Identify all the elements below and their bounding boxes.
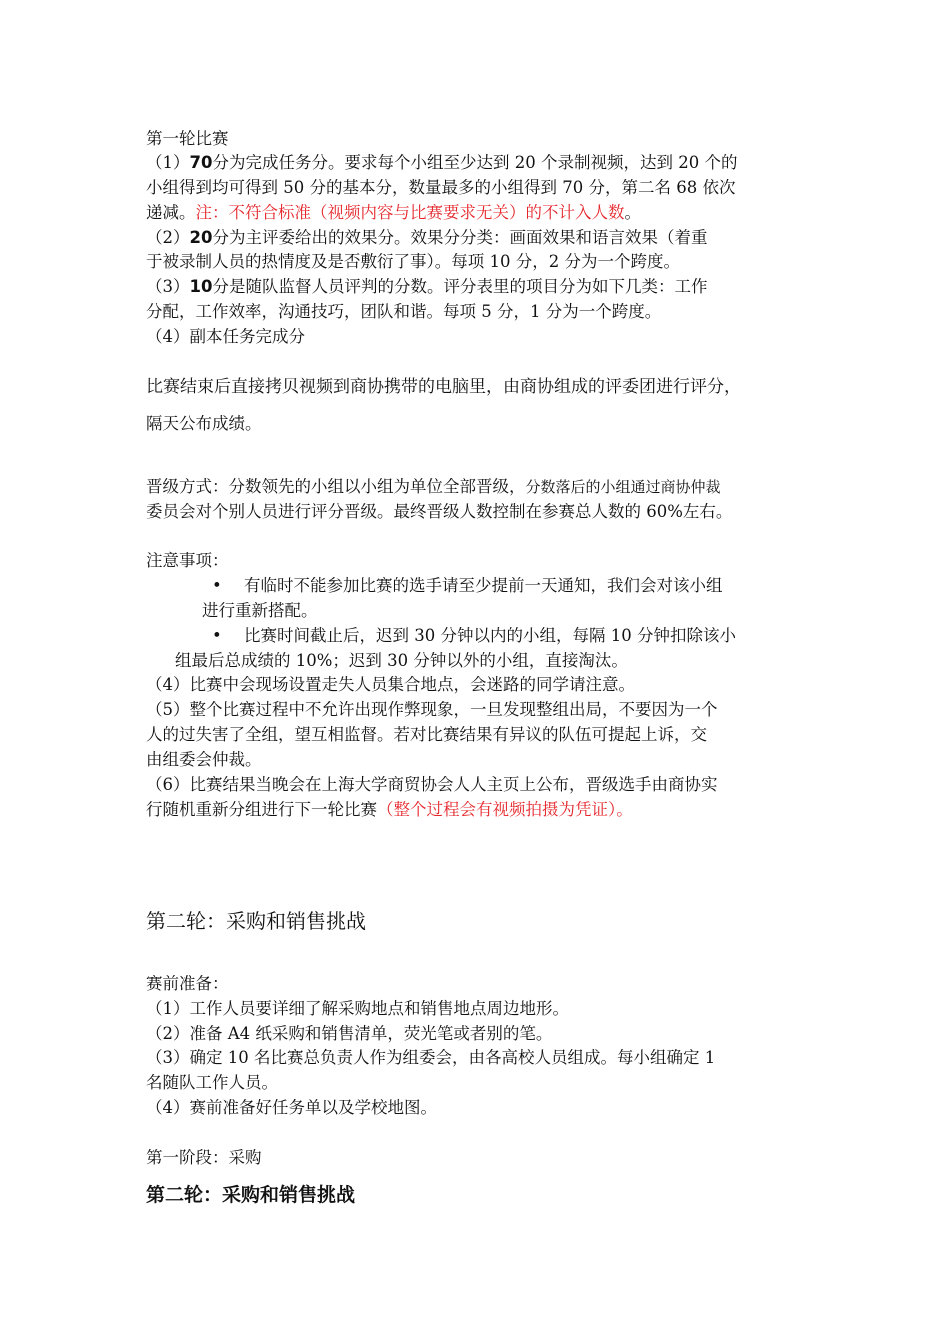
prep-item-1: （1）工作人员要详细了解采购地点和销售地点周边地形。	[146, 999, 569, 1018]
item3-prefix: （3）	[146, 277, 190, 296]
note5-line2: 人的过失害了全组，望互相监督。若对比赛结果有异议的队伍可提起上诉，交	[146, 725, 707, 744]
item3-bold-score: 10	[189, 277, 213, 296]
round1-title: 第一轮比赛	[146, 129, 229, 148]
item1-line2: 小组得到均可得到 50 分的基本分，数量最多的小组得到 70 分，第二名 68 依次	[146, 178, 736, 197]
after-match-line1: 比赛结束后直接拷贝视频到商协携带的电脑里，由商协组成的评委团进行评分，	[146, 377, 741, 397]
item1-text: 分为完成任务分。要求每个小组至少达到 20 个录制视频，达到 20 个的	[212, 153, 738, 172]
item1-line1	[146, 151, 737, 175]
bullet1-line1: 有临时不能参加比赛的选手请至少提前一天通知，我们会对该小组	[244, 576, 723, 595]
bullet2-line1: 比赛时间截止后，迟到 30 分钟以内的小组，每隔 10 分钟扣除该小	[244, 626, 736, 645]
notes-title: 注意事项：	[146, 551, 229, 570]
item1-line3	[146, 201, 641, 225]
note6-red-note: （整个过程会有视频拍摄为凭证）。	[377, 800, 633, 819]
prep-item-3-line1: （3）确定 10 名比赛总负责人作为组委会，由各高校人员组成。每小组确定 1	[146, 1048, 716, 1067]
prep-item-4: （4）赛前准备好任务单以及学校地图。	[146, 1098, 437, 1117]
promotion-text-b: 分数落后的小组通过商协仲裁	[525, 478, 721, 496]
prep-title: 赛前准备：	[146, 974, 229, 993]
round2-heading: 第二轮：采购和销售挑战	[146, 909, 366, 933]
promotion-text-a: 晋级方式：分数领先的小组以小组为单位全部晋级，	[146, 477, 526, 496]
bullet2-line2: 组最后总成绩的 10%；迟到 30 分钟以外的小组，直接淘汰。	[175, 651, 628, 670]
item2-line1	[146, 226, 707, 250]
item2-line2: 于被录制人员的热情度及是否敷衍了事）。每项 10 分，2 分为一个跨度。	[146, 252, 680, 271]
item1-line3-text: 递减。	[146, 203, 196, 222]
item2-prefix: （2）	[146, 228, 190, 247]
item1-prefix: （1）	[146, 153, 190, 172]
item3-text: 分是随队监督人员评判的分数。评分表里的项目分为如下几类：工作	[212, 277, 708, 296]
note4: （4）比赛中会现场设置走失人员集合地点，会迷路的同学请注意。	[146, 675, 635, 694]
after-match-line2: 隔天公布成绩。	[146, 414, 262, 433]
bullet-icon: •	[212, 576, 222, 595]
item3-line2: 分配，工作效率，沟通技巧，团队和谐。每项 5 分，1 分为一个跨度。	[146, 302, 662, 321]
note6-line1: （6）比赛结果当晚会在上海大学商贸协会人人主页上公布，晋级选手由商协实	[146, 775, 718, 794]
bullet1-line2: 进行重新搭配。	[202, 601, 318, 620]
round2-bold-heading: 第二轮：采购和销售挑战	[146, 1184, 356, 1206]
note5-line1: （5）整个比赛过程中不允许出现作弊现象，一旦发现整组出局，不要因为一个	[146, 700, 718, 719]
item1-line3-end: 。	[624, 203, 641, 222]
promotion-line2: 委员会对个别人员进行评分晋级。最终晋级人数控制在参赛总人数的 60%左右。	[146, 502, 733, 521]
item2-text: 分为主评委给出的效果分。效果分分类：画面效果和语言效果（着重	[212, 228, 708, 247]
item4: （4）副本任务完成分	[146, 327, 305, 346]
prep-item-2: （2）准备 A4 纸采购和销售清单，荧光笔或者别的笔。	[146, 1024, 553, 1043]
stage1-label: 第一阶段：采购	[146, 1148, 262, 1167]
item3-line1	[146, 275, 707, 299]
item2-bold-score: 20	[189, 228, 213, 247]
bullet-icon: •	[212, 626, 222, 645]
note5-line3: 由组委会仲裁。	[146, 750, 262, 769]
item1-red-note: 注：不符合标准（视频内容与比赛要求无关）的不计入人数	[195, 203, 625, 222]
prep-item-3-line2: 名随队工作人员。	[146, 1073, 278, 1092]
item1-bold-score: 70	[189, 153, 213, 172]
promotion-line1	[146, 475, 721, 499]
note6-line2	[146, 798, 633, 822]
note6-text: 行随机重新分组进行下一轮比赛	[146, 800, 377, 819]
